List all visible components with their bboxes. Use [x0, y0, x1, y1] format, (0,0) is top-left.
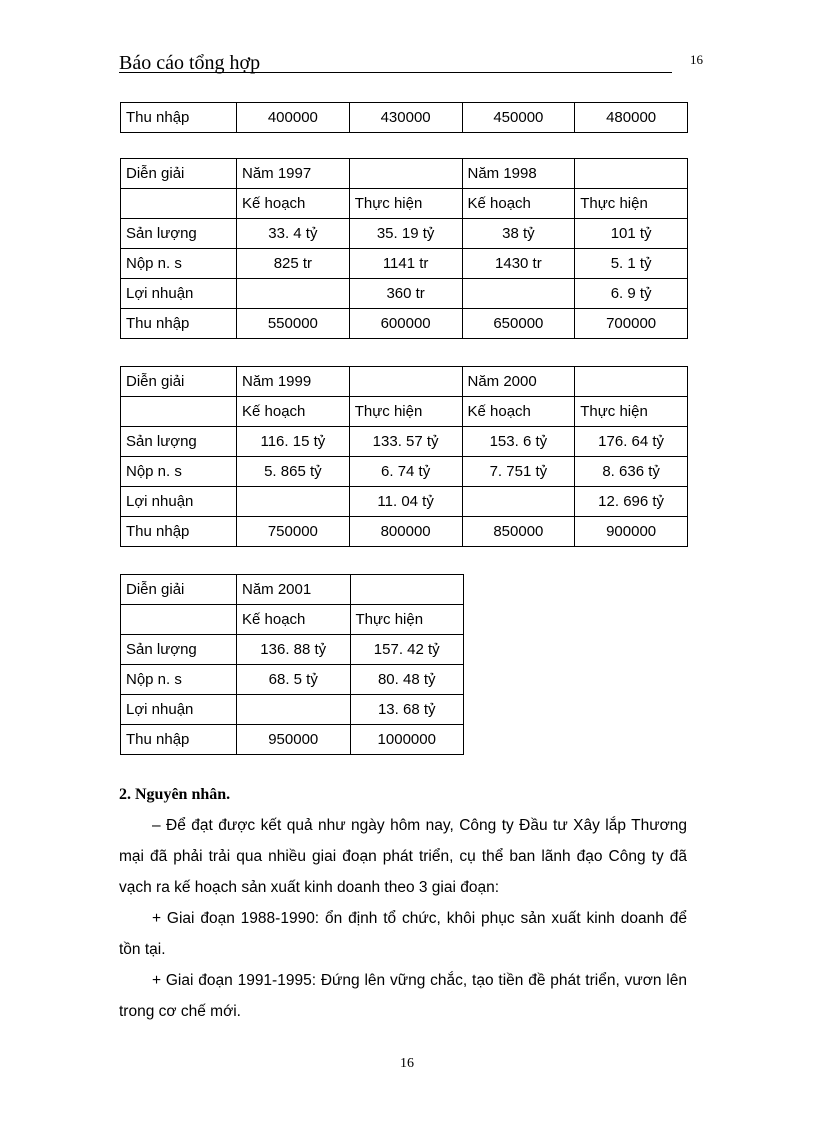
table-cell: 136. 88 tỷ	[237, 635, 351, 665]
table-cell: Thu nhập	[121, 517, 237, 547]
table-cell: Thực hiện	[575, 189, 688, 219]
table-cell: Nộp n. s	[121, 665, 237, 695]
paragraph: + Giai đoạn 1991-1995: Đứng lên vững chắc, tạo tiền đề phát triển, vươn lên trong cơ chế mới.	[119, 972, 687, 1020]
section-heading: 2. Nguyên nhân.	[119, 786, 231, 803]
table-cell: 480000	[575, 103, 688, 133]
table-cell: 6. 74 tỷ	[349, 457, 462, 487]
table-cell: 33. 4 tỷ	[237, 219, 350, 249]
table-cell: Sản lượng	[121, 427, 237, 457]
paragraph: – Để đạt được kết quả như ngày hôm nay, Công ty Đầu tư Xây lắp Thương mại đã phải trải qua nhiều giai đoạn phát triển, cụ thể ban lãnh đạo Công ty đã vạch ra kế hoạch sản xuất kinh doanh theo 3 giai đoạn:	[119, 817, 687, 896]
table-cell: 700000	[575, 309, 688, 339]
header-rule	[119, 72, 672, 73]
table-cell: 101 tỷ	[575, 219, 688, 249]
table-cell	[462, 487, 575, 517]
table-cell: 750000	[237, 517, 350, 547]
table-cell	[237, 279, 350, 309]
table-row	[121, 279, 688, 309]
table-row	[121, 695, 464, 725]
table-cell	[462, 279, 575, 309]
table-row	[121, 397, 688, 427]
table-cell: 157. 42 tỷ	[350, 635, 464, 665]
table-cell	[121, 189, 237, 219]
table-row	[121, 219, 688, 249]
table-cell: 850000	[462, 517, 575, 547]
table-cell: 550000	[237, 309, 350, 339]
table-row	[121, 575, 464, 605]
table-cell: 133. 57 tỷ	[349, 427, 462, 457]
table-cell: 13. 68 tỷ	[350, 695, 464, 725]
table-row	[121, 427, 688, 457]
table-cell: Năm 1999	[237, 367, 350, 397]
table-row	[121, 635, 464, 665]
table-cell: Năm 2001	[237, 575, 351, 605]
table-cell: 825 tr	[237, 249, 350, 279]
table-row	[121, 189, 688, 219]
table-cell: 1000000	[350, 725, 464, 755]
table-cell: 430000	[349, 103, 462, 133]
table-cell: Thực hiện	[350, 605, 464, 635]
table-cell: Thực hiện	[575, 397, 688, 427]
table-cell: Kế hoạch	[237, 189, 350, 219]
table-1999-2000	[120, 366, 688, 547]
table-cell: 1430 tr	[462, 249, 575, 279]
table-cell: Lợi nhuận	[121, 695, 237, 725]
table-cell	[121, 397, 237, 427]
table-cell: 5. 865 tỷ	[237, 457, 350, 487]
table-cell: 116. 15 tỷ	[237, 427, 350, 457]
table-cell: Kế hoạch	[462, 397, 575, 427]
table-cell: 650000	[462, 309, 575, 339]
table-cell: Thực hiện	[349, 397, 462, 427]
table-row	[121, 159, 688, 189]
table-cell: Diễn giải	[121, 159, 237, 189]
paragraph: + Giai đoạn 1988-1990: ổn định tổ chức, khôi phục sản xuất kinh doanh để tồn tại.	[119, 910, 687, 958]
footer-page-number: 16	[400, 1056, 414, 1071]
table-cell: Lợi nhuận	[121, 487, 237, 517]
table-cell: Sản lượng	[121, 219, 237, 249]
table-cell: 153. 6 tỷ	[462, 427, 575, 457]
table-cell: 176. 64 tỷ	[575, 427, 688, 457]
table-1997-1998	[120, 158, 688, 339]
table-cell: 400000	[237, 103, 350, 133]
table-cell: 1141 tr	[349, 249, 462, 279]
table-cell: 900000	[575, 517, 688, 547]
table-cell	[121, 605, 237, 635]
table-row	[121, 517, 688, 547]
table-row	[121, 309, 688, 339]
table-cell: 360 tr	[349, 279, 462, 309]
table-cell: Năm 1997	[237, 159, 350, 189]
table-cell: Sản lượng	[121, 635, 237, 665]
table-cell: 7. 751 tỷ	[462, 457, 575, 487]
table-cell: Lợi nhuận	[121, 279, 237, 309]
header-title: Báo cáo tổng hợp	[119, 52, 261, 74]
header-page-number: 16	[690, 52, 703, 67]
table-cell: Thu nhập	[121, 103, 237, 133]
table-cell: 35. 19 tỷ	[349, 219, 462, 249]
table-cell: Thực hiện	[349, 189, 462, 219]
table-cell: Diễn giải	[121, 367, 237, 397]
table-cell	[575, 159, 688, 189]
table-cell: 68. 5 tỷ	[237, 665, 351, 695]
table-cell: 80. 48 tỷ	[350, 665, 464, 695]
table-cell: Thu nhập	[121, 725, 237, 755]
table-cell: Nộp n. s	[121, 457, 237, 487]
table-cell: Kế hoạch	[462, 189, 575, 219]
table-cell: Thu nhập	[121, 309, 237, 339]
table-cell: 8. 636 tỷ	[575, 457, 688, 487]
table-cell: Diễn giải	[121, 575, 237, 605]
table-cell: 950000	[237, 725, 351, 755]
table-row	[121, 249, 688, 279]
table-cell: 11. 04 tỷ	[349, 487, 462, 517]
table-row	[121, 605, 464, 635]
table-cell: 800000	[349, 517, 462, 547]
table-cell: 450000	[462, 103, 575, 133]
table-cell: Kế hoạch	[237, 605, 351, 635]
table-cell: 38 tỷ	[462, 219, 575, 249]
table-row	[121, 487, 688, 517]
table-cell: 600000	[349, 309, 462, 339]
table-cell	[350, 575, 464, 605]
table-cell: 12. 696 tỷ	[575, 487, 688, 517]
table-cell: Năm 1998	[462, 159, 575, 189]
table-row	[121, 725, 464, 755]
table-row	[121, 103, 688, 133]
table-row	[121, 367, 688, 397]
section-body	[119, 779, 687, 1027]
table-cell: 6. 9 tỷ	[575, 279, 688, 309]
table-2001	[120, 574, 464, 755]
table-cell	[575, 367, 688, 397]
table-row	[121, 457, 688, 487]
table-cell	[349, 367, 462, 397]
table-cell: Nộp n. s	[121, 249, 237, 279]
table-cell	[349, 159, 462, 189]
table-row	[121, 665, 464, 695]
table-cell	[237, 487, 350, 517]
table-cell: Kế hoạch	[237, 397, 350, 427]
table-cell: Năm 2000	[462, 367, 575, 397]
table-income-continued	[120, 102, 688, 133]
table-cell: 5. 1 tỷ	[575, 249, 688, 279]
table-cell	[237, 695, 351, 725]
